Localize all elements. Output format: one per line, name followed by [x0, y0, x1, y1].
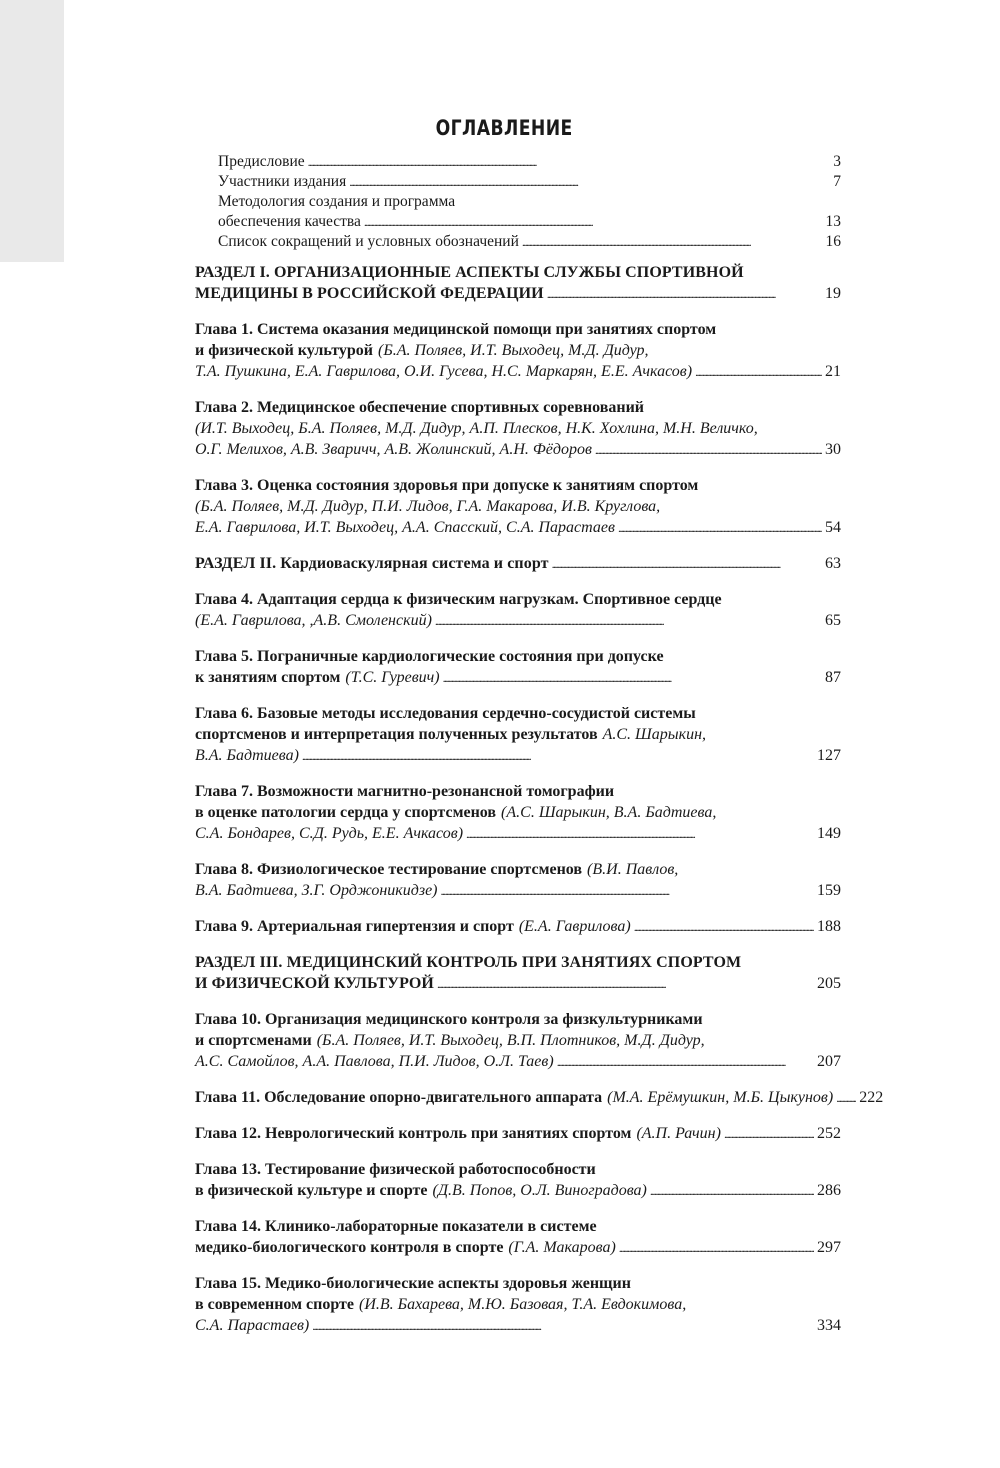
dot-leader [312, 1315, 814, 1337]
toc-row [218, 212, 841, 232]
section-title: МЕДИЦИНЫ В РОССИЙСКОЙ ФЕДЕРАЦИИ [195, 285, 544, 302]
toc-item-text: Участники издания [218, 173, 347, 190]
toc-row [195, 319, 841, 340]
page-number: 222 [859, 1089, 884, 1106]
toc-row [195, 418, 841, 439]
chapter-entry[interactable] [195, 703, 841, 766]
chapter-title: Глава 11. Обследование опорно-двигательного аппарата [195, 1089, 603, 1106]
dot-leader [552, 553, 822, 575]
toc-row [218, 152, 841, 172]
toc-item-text: Методология создания и программа [218, 193, 456, 210]
section-title: РАЗДЕЛ I. ОРГАНИЗАЦИОННЫЕ АСПЕКТЫ СЛУЖБЫ СПОРТИВНОЙ [195, 264, 744, 281]
dot-leader [364, 212, 823, 232]
page-number: 159 [817, 882, 841, 899]
toc-row [195, 610, 841, 631]
toc-item-text: Предисловие [218, 153, 305, 170]
toc-row [195, 262, 841, 283]
dot-leader [466, 823, 814, 845]
chapter-authors: О.Г. Мелихов, А.В. Зваричч, А.В. Жолинский, А.Н. Фёдоров [195, 441, 592, 458]
chapter-title: Глава 7. Возможности магнитно-резонансной томографии [195, 783, 615, 800]
toc-row [195, 283, 841, 304]
chapter-authors: (Б.А. Поляев, М.Д. Дидур, П.И. Лидов, Г.А. Макарова, И.В. Круглова, [195, 498, 661, 515]
chapter-title: в оценке патологии сердца у спортсменов [195, 804, 497, 821]
chapter-authors: В.А. Бадтиева) [195, 747, 299, 764]
toc-row [195, 859, 841, 880]
toc-row [195, 361, 841, 382]
chapter-entry[interactable] [195, 319, 841, 382]
dot-leader [437, 973, 814, 995]
page-number: 65 [825, 612, 841, 629]
chapter-authors: (И.В. Бахарева, М.Ю. Базовая, Т.А. Евдокимова, [358, 1296, 687, 1313]
toc-row [195, 1180, 841, 1201]
page-number: 149 [817, 825, 841, 842]
section-title: РАЗДЕЛ III. МЕДИЦИНСКИЙ КОНТРОЛЬ ПРИ ЗАНЯТИЯХ СПОРТОМ [195, 954, 742, 971]
table-of-contents [195, 262, 884, 1336]
chapter-authors: (В.И. Павлов, [587, 861, 679, 878]
page-number: 63 [825, 555, 841, 572]
chapter-title: Глава 2. Медицинское обеспечение спортивных соревнований [195, 399, 645, 416]
toc-row [195, 823, 841, 844]
chapter-authors: А.С. Самойлов, А.А. Павлова, П.И. Лидов, О.Л. Таев) [195, 1053, 554, 1070]
toc-row [195, 880, 841, 901]
chapter-title: в современном спорте [195, 1296, 354, 1313]
chapter-title: спортсменов и интерпретация полученных результатов [195, 726, 598, 743]
page-title: ОГЛАВЛЕНИЕ [435, 116, 573, 140]
page-number: 30 [825, 441, 841, 458]
toc-item[interactable] [218, 192, 841, 232]
toc-row [195, 802, 841, 823]
page-number: 3 [833, 153, 841, 170]
toc-item[interactable] [218, 152, 841, 172]
chapter-authors: (Б.А. Поляев, И.Т. Выходец, М.Д. Дидур, [378, 342, 649, 359]
chapter-authors: (Е.А. Гаврилова) [518, 918, 631, 935]
page-number: 16 [825, 233, 841, 250]
toc-row [195, 952, 841, 973]
dot-leader [724, 1123, 814, 1145]
page-number: 252 [817, 1125, 841, 1142]
toc-row [195, 646, 841, 667]
page-number: 205 [817, 975, 841, 992]
page-number: 19 [825, 285, 841, 302]
toc-row [195, 1294, 841, 1315]
toc-row [195, 1216, 841, 1237]
toc-row [195, 439, 841, 460]
toc-row [195, 1315, 841, 1336]
chapter-title: Глава 12. Неврологический контроль при занятиях спортом [195, 1125, 632, 1142]
toc-row [195, 517, 841, 538]
chapter-authors: (Д.В. Попов, О.Л. Виноградова) [432, 1182, 647, 1199]
dot-leader [441, 880, 815, 902]
toc-row [195, 1009, 841, 1030]
chapter-authors: (И.Т. Выходец, Б.А. Поляев, М.Д. Дидур, А.П. Плесков, Н.К. Хохлина, М.Н. Величко, [195, 420, 758, 437]
toc-row [218, 232, 841, 252]
chapter-entry[interactable] [195, 781, 841, 844]
chapter-authors: (М.А. Ерёмушкин, М.Б. Цыкунов) [607, 1089, 834, 1106]
dot-leader [557, 1051, 814, 1073]
toc-row [195, 340, 841, 361]
dot-leader [618, 517, 822, 539]
chapter-title: Глава 5. Пограничные кардиологические состояния при допуске [195, 648, 664, 665]
page-number: 87 [825, 669, 841, 686]
toc-row [195, 1159, 841, 1180]
page-number: 54 [825, 519, 841, 536]
chapter-authors: Е.А. Гаврилова, И.Т. Выходец, А.А. Спасский, С.А. Парастаев [195, 519, 615, 536]
chapter-authors: (А.С. Шарыкин, В.А. Бадтиева, [501, 804, 717, 821]
toc-row [195, 973, 841, 994]
binding-edge [0, 0, 64, 262]
toc-item-text: Список сокращений и условных обозначений [218, 233, 519, 250]
toc-row [195, 724, 841, 745]
chapter-authors: С.А. Бондарев, С.Д. Рудь, Е.Е. Ачкасов) [195, 825, 464, 842]
toc-row [195, 589, 841, 610]
toc-row [195, 1273, 841, 1294]
section-title: И ФИЗИЧЕСКОЙ КУЛЬТУРОЙ [195, 975, 434, 992]
chapter-title: Глава 13. Тестирование физической работоспособности [195, 1161, 596, 1178]
dot-leader [522, 232, 823, 252]
toc-item[interactable] [218, 232, 841, 252]
chapter-authors: (Т.С. Гуревич) [345, 669, 440, 686]
chapter-entry[interactable] [195, 1159, 841, 1201]
chapter-entry[interactable] [195, 859, 841, 901]
chapter-title: Глава 14. Клинико-лабораторные показатели в системе [195, 1218, 597, 1235]
chapter-title: Глава 6. Базовые методы исследования сердечно-сосудистой системы [195, 705, 696, 722]
section-entry[interactable] [195, 553, 841, 574]
chapter-authors: С.А. Парастаев) [195, 1317, 310, 1334]
toc-row [195, 475, 841, 496]
chapter-entry[interactable] [195, 397, 841, 460]
dot-leader [695, 361, 822, 383]
chapter-title: и спортсменами [195, 1032, 312, 1049]
chapter-entry[interactable] [195, 1273, 841, 1336]
chapter-title: и физической культурой [195, 342, 373, 359]
page-number: 127 [817, 747, 841, 764]
dot-leader [435, 610, 822, 632]
chapter-entry[interactable] [195, 916, 841, 937]
chapter-title: Глава 4. Адаптация сердца к физическим нагрузкам. Спортивное сердце [195, 591, 722, 608]
dot-leader [634, 916, 814, 938]
chapter-title: медико-биологического контроля в спорте [195, 1239, 504, 1256]
chapter-authors: (Г.А. Макарова) [508, 1239, 616, 1256]
chapter-title: Глава 3. Оценка состояния здоровья при допуске к занятиям спортом [195, 477, 699, 494]
page-number: 286 [817, 1182, 841, 1199]
chapter-title: Глава 10. Организация медицинского контроля за физкультурниками [195, 1011, 703, 1028]
page-number: 13 [825, 213, 841, 230]
chapter-title: к занятиям спортом [195, 669, 341, 686]
chapter-authors: В.А. Бадтиева, З.Г. Орджоникидзе) [195, 882, 438, 899]
page-number: 334 [817, 1317, 841, 1334]
chapter-entry[interactable] [195, 1009, 841, 1072]
chapter-authors: (Б.А. Поляев, И.Т. Выходец, В.П. Плотников, М.Д. Дидур, [316, 1032, 705, 1049]
chapter-title: в физической культуре и спорте [195, 1182, 428, 1199]
toc-row [195, 1087, 884, 1108]
toc-row [195, 703, 841, 724]
page-number: 207 [817, 1053, 841, 1070]
section-entry[interactable] [195, 262, 841, 304]
dot-leader [547, 283, 822, 305]
toc-row [195, 1123, 841, 1144]
section-title: РАЗДЕЛ II. Кардиоваскулярная система и спорт [195, 555, 549, 572]
chapter-entry[interactable] [195, 646, 841, 688]
chapter-authors: (А.П. Рачин) [636, 1125, 721, 1142]
dot-leader [443, 667, 822, 689]
chapter-entry[interactable] [195, 589, 841, 631]
dot-leader [650, 1180, 814, 1202]
toc-row [195, 1051, 841, 1072]
dot-leader [308, 152, 831, 172]
chapter-entry[interactable] [195, 1087, 884, 1108]
toc-row [195, 1030, 841, 1051]
section-entry[interactable] [195, 952, 841, 994]
chapter-authors: (Е.А. Гаврилова, ,А.В. Смоленский) [195, 612, 432, 629]
chapter-title: Глава 15. Медико-биологические аспекты здоровья женщин [195, 1275, 631, 1292]
toc-row [195, 397, 841, 418]
page-number: 188 [817, 918, 841, 935]
chapter-entry[interactable] [195, 475, 841, 538]
chapter-authors: Т.А. Пушкина, Е.А. Гаврилова, О.И. Гусева, Н.С. Маркарян, Е.Е. Ачкасов) [195, 363, 693, 380]
toc-row [195, 781, 841, 802]
dot-leader [619, 1237, 814, 1259]
toc-row [195, 1237, 841, 1258]
dot-leader [595, 439, 822, 461]
chapter-entry[interactable] [195, 1216, 841, 1258]
chapter-entry[interactable] [195, 1123, 841, 1144]
toc-row [218, 172, 841, 192]
chapter-title: Глава 8. Физиологическое тестирование спортсменов [195, 861, 583, 878]
dot-leader [349, 172, 830, 192]
dot-leader [836, 1087, 856, 1109]
chapter-authors: А.С. Шарыкин, [602, 726, 706, 743]
toc-row [195, 667, 841, 688]
dot-leader [302, 745, 814, 767]
page-number: 297 [817, 1239, 841, 1256]
toc-row [195, 553, 841, 574]
toc-row [195, 745, 841, 766]
toc-item-text: обеспечения качества [218, 213, 361, 230]
toc-row [195, 916, 841, 937]
chapter-title: Глава 1. Система оказания медицинской помощи при занятиях спортом [195, 321, 717, 338]
page-number: 21 [825, 363, 841, 380]
toc-item[interactable] [218, 172, 841, 192]
chapter-title: Глава 9. Артериальная гипертензия и спорт [195, 918, 514, 935]
toc-row [195, 496, 841, 517]
front-matter-list [218, 152, 841, 252]
page-number: 7 [833, 173, 841, 190]
